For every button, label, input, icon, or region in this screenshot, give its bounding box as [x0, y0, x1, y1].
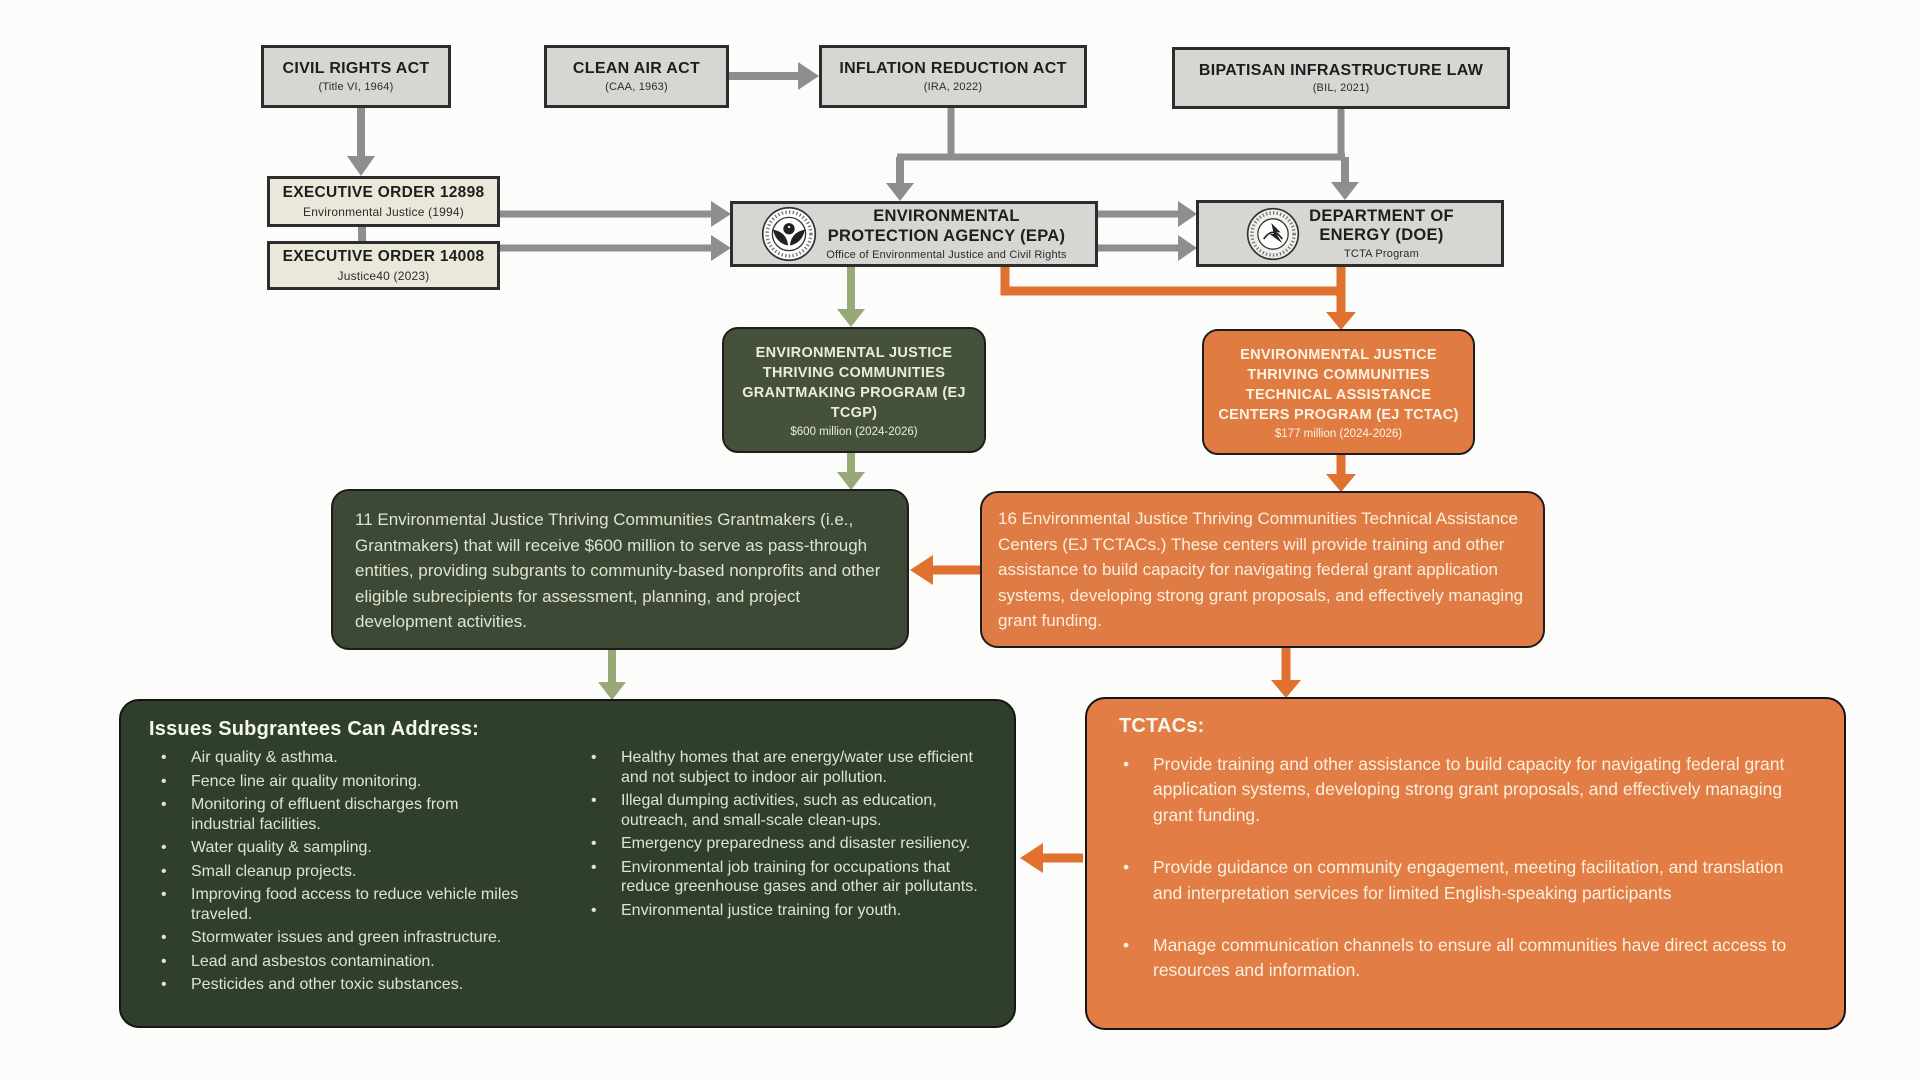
program-title: ENVIRONMENTAL JUSTICE THRIVING COMMUNITIES TECHNICAL ASSISTANCE CENTERS PROGRAM (EJ TCTAC): [1218, 346, 1459, 423]
node-subtitle: (IRA, 2022): [923, 80, 983, 93]
grantmakers-description: [331, 489, 909, 650]
node-eo-14008: [267, 241, 500, 290]
program-title: ENVIRONMENTAL JUSTICE THRIVING COMMUNITIES GRANTMAKING PROGRAM (EJ TCGP): [742, 344, 966, 421]
arrow-epa-to-tcgp: [837, 267, 865, 327]
tctacs-description-text: 16 Environmental Justice Thriving Communities Technical Assistance Centers (EJ TCTACs.) These centers will provide training and other assistance to build capacity for navigating federal grant application systems, developing strong grant proposals, and effectively managing grant funding.: [998, 509, 1524, 630]
arrow-tctac-panel-to-issues-panel: [1020, 843, 1083, 873]
node-subtitle: Justice40 (2023): [337, 268, 430, 283]
arrow-grantmakers-to-issues: [598, 649, 626, 700]
node-title: BIPATISAN INFRASTRUCTURE LAW: [1198, 61, 1484, 79]
node-title-line1: ENVIRONMENTAL: [873, 207, 1020, 226]
issue-item: • Illegal dumping activities, such as education, outreach, and small-scale clean-ups.: [577, 791, 985, 830]
tctac-role-item: • Manage communication channels to ensure all communities have direct access to resources and information.: [1117, 933, 1810, 984]
tctac-roles-list: [1117, 752, 1810, 984]
arrow-epa-to-doe-lower: [1098, 235, 1197, 261]
node-ej-tctac-program: [1202, 329, 1475, 455]
connector-ira-bil-drop: [897, 107, 1345, 157]
arrow-tctacs-desc-to-grantmakers: [910, 555, 981, 585]
node-doe: [1196, 200, 1504, 267]
node-title: CIVIL RIGHTS ACT: [282, 60, 430, 78]
node-subtitle: (Title VI, 1964): [318, 80, 394, 93]
issue-item: • Monitoring of effluent discharges from industrial facilities.: [147, 795, 521, 834]
node-civil-rights-act: [261, 45, 451, 108]
node-title: EXECUTIVE ORDER 12898: [282, 184, 485, 202]
arrow-eo12898-to-epa: [500, 201, 731, 227]
issue-item: • Water quality & sampling.: [147, 838, 521, 858]
tctac-roles-panel: [1085, 697, 1846, 1030]
node-subtitle: TCTA Program: [1344, 248, 1419, 261]
node-subtitle: (CAA, 1963): [605, 80, 668, 93]
node-subtitle: (BIL, 2021): [1312, 82, 1370, 95]
arrow-cra-to-eo12898: [347, 108, 375, 176]
issues-list-left: [147, 748, 521, 999]
node-inflation-reduction-act: [819, 45, 1087, 108]
node-title-line2: ENERGY (DOE): [1319, 226, 1444, 244]
issue-item: • Environmental job training for occupations that reduce greenhouse gases and other air pollutants.: [577, 858, 985, 897]
issue-item: • Small cleanup projects.: [147, 862, 521, 882]
node-subtitle: Environmental Justice (1994): [302, 204, 464, 219]
issue-item: • Air quality & asthma.: [147, 748, 521, 768]
issue-item: • Improving food access to reduce vehicle miles traveled.: [147, 885, 521, 924]
issue-item: • Environmental justice training for youth.: [577, 901, 985, 921]
node-subtitle: Office of Environmental Justice and Civil Rights: [826, 248, 1067, 261]
program-funding: $177 million (2024-2026): [1274, 427, 1403, 440]
arrow-laws-to-doe: [1331, 157, 1359, 200]
node-ej-tcgp-program: [722, 327, 986, 453]
issues-panel-heading: Issues Subgrantees Can Address:: [149, 718, 480, 740]
arrow-caa-to-ira: [729, 62, 819, 90]
issue-item: • Stormwater issues and green infrastructure.: [147, 928, 521, 948]
program-funding: $600 million (2024-2026): [790, 425, 918, 438]
node-eo-12898: [267, 176, 500, 227]
connector-epa-to-tctac-elbow: [1005, 267, 1341, 291]
tctac-role-item: • Provide training and other assistance to build capacity for navigating federal grant application systems, developing strong grant proposals, and effectively managing grant funding.: [1117, 752, 1810, 828]
arrow-tctac-to-tctacs-desc: [1326, 454, 1356, 492]
arrow-tctacs-desc-to-panel: [1271, 647, 1301, 698]
node-epa: [730, 201, 1098, 267]
arrow-laws-to-epa: [886, 157, 914, 201]
node-title: EXECUTIVE ORDER 14008: [282, 248, 485, 266]
node-infrastructure-law: [1172, 47, 1510, 109]
node-title-line2: PROTECTION AGENCY (EPA): [827, 226, 1066, 245]
doe-seal-icon: [1246, 207, 1300, 261]
epa-seal-icon: [761, 206, 817, 262]
node-title: INFLATION REDUCTION ACT: [839, 60, 1067, 78]
issues-panel: [119, 699, 1016, 1028]
node-title: CLEAN AIR ACT: [572, 60, 701, 78]
issue-item: • Lead and asbestos contamination.: [147, 952, 521, 972]
issue-item: • Emergency preparedness and disaster resiliency.: [577, 834, 985, 854]
arrow-epa-to-doe-upper: [1098, 201, 1197, 227]
issue-item: • Healthy homes that are energy/water use efficient and not subject to indoor air pollution.: [577, 748, 985, 787]
issues-list-right: [577, 748, 985, 999]
arrow-eo14008-to-epa: [500, 235, 731, 261]
tctac-role-item: • Provide guidance on community engagement, meeting facilitation, and translation and interpretation services for limited English-speaking participants: [1117, 855, 1810, 906]
node-clean-air-act: [544, 45, 729, 108]
tctac-panel-heading: TCTACs:: [1119, 715, 1205, 737]
arrow-tcgp-to-grantmakers: [837, 452, 865, 490]
issue-item: • Pesticides and other toxic substances.: [147, 975, 521, 995]
issue-item: • Fence line air quality monitoring.: [147, 772, 521, 792]
grantmakers-description-text: 11 Environmental Justice Thriving Communities Grantmakers (i.e., Grantmakers) that will receive $600 million to serve as pass-through entities, providing subgrants to community-based nonprofits and other eligible subrecipients for assessment, planning, and project development activities.: [355, 510, 881, 631]
node-title-line1: DEPARTMENT OF: [1309, 206, 1454, 225]
tctacs-description: [980, 491, 1545, 648]
arrow-doe-to-tctac: [1326, 266, 1356, 330]
